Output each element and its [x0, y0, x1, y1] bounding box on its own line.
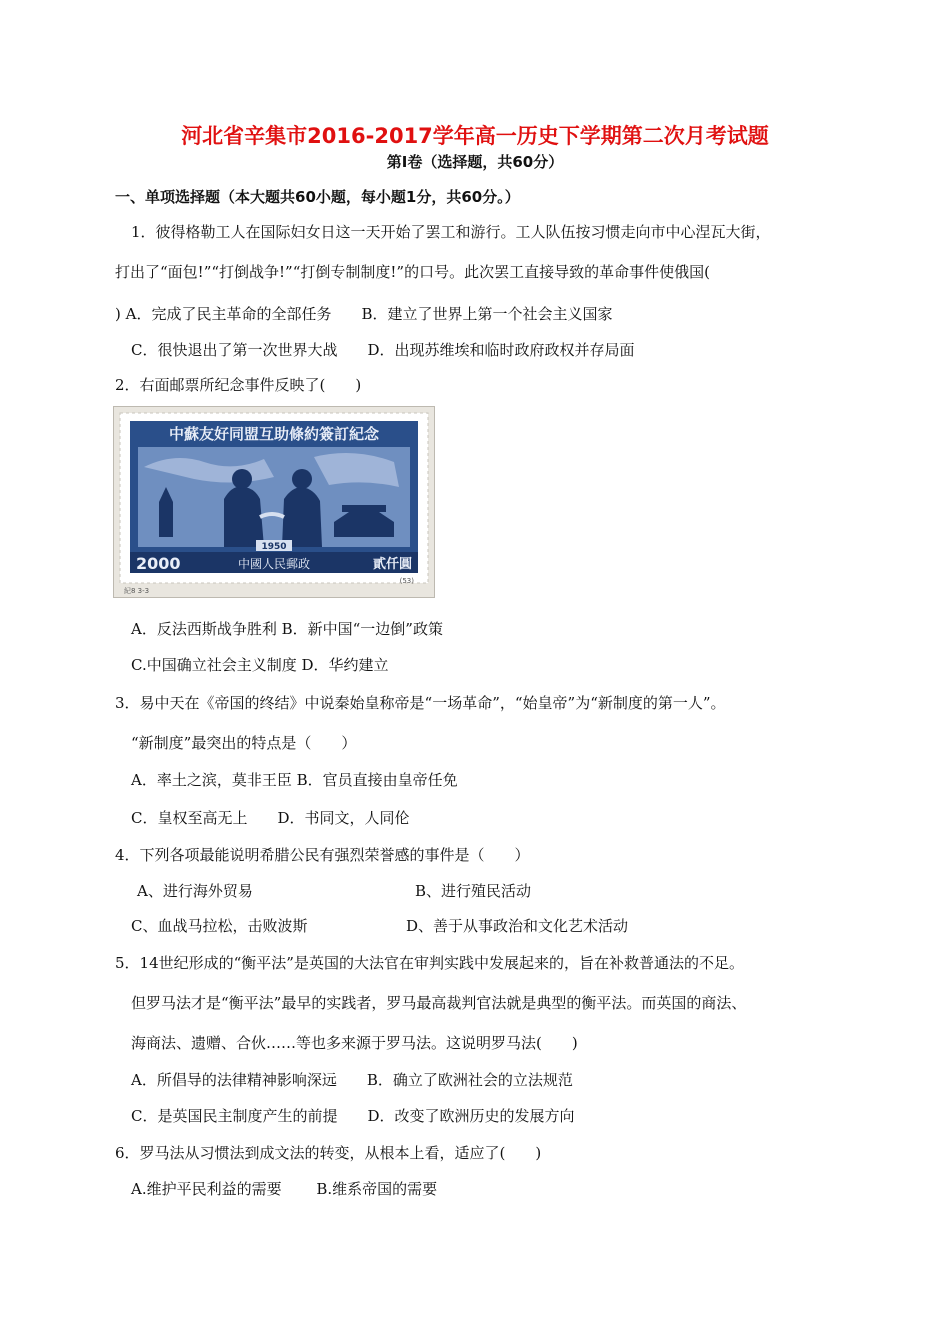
q5-line3: 海商法、遗赠、合伙……等也多来源于罗马法。这说明罗马法( ) — [131, 1034, 578, 1052]
q4-option-d: D、善于从事政治和文化艺术活动 — [406, 917, 629, 935]
stamp-issuer: 中國人民郵政 — [237, 557, 311, 571]
q4-option-c: C、血战马拉松，击败波斯 — [131, 917, 308, 935]
q2-options-cd: C.中国确立社会主义制度 D．华约建立 — [131, 656, 389, 674]
q1-line3: ) A．完成了民主革命的全部任务 B．建立了世界上第一个社会主义国家 — [115, 305, 613, 323]
q2-options-ab: A．反法西斯战争胜利 B．新中国“一边倒”政策 — [131, 620, 443, 638]
q5-line1: 5．14世纪形成的“衡平法”是英国的大法官在审判实践中发展起来的，旨在补救普通法的不足。 — [115, 954, 744, 972]
stamp-image — [113, 406, 435, 598]
stamp-top-text: 中蘇友好同盟互助條約簽訂紀念 — [168, 425, 380, 443]
q3-options-cd: C．皇权至高无上 D．书同文，人同伦 — [131, 809, 410, 827]
q4-option-a: A、进行海外贸易 — [137, 882, 253, 900]
stamp-year: 1950 — [261, 542, 287, 552]
stamp-serial-left: 紀8 3-3 — [124, 587, 150, 595]
q4-line1: 4．下列各项最能说明希腊公民有强烈荣誉感的事件是（ ） — [115, 846, 530, 864]
q2-line1: 2．右面邮票所纪念事件反映了( ) — [115, 376, 362, 394]
stamp-value-chinese: 貳仟圓 — [372, 557, 412, 572]
q5-options-ab: A．所倡导的法律精神影响深远 B．确立了欧洲社会的立法规范 — [131, 1071, 573, 1089]
section-heading: 一、单项选择题（本大题共60小题，每小题1分，共60分。） — [115, 188, 520, 206]
q3-line1: 3．易中天在《帝国的终结》中说秦始皇称帝是“一场革命”，“始皇帝”为“新制度的第一人”。 — [115, 694, 726, 712]
q1-line4: C．很快退出了第一次世界大战 D．出现苏维埃和临时政府政权并存局面 — [131, 341, 635, 359]
q6-line1: 6．罗马法从习惯法到成文法的转变，从根本上看，适应了( ) — [115, 1144, 542, 1162]
exam-title: 河北省辛集市2016-2017学年高一历史下学期第二次月考试题 — [181, 124, 769, 148]
q3-line2: “新制度”最突出的特点是（ ） — [131, 734, 357, 752]
stamp-denomination: 2000 — [136, 554, 181, 573]
q1-line1: 1．彼得格勒工人在国际妇女日这一天开始了罢工和游行。工人队伍按习惯走向市中心涅瓦大街， — [131, 223, 771, 241]
q5-line2: 但罗马法才是“衡平法”最早的实践者，罗马最高裁判官法就是典型的衡平法。而英国的商法、 — [131, 994, 747, 1012]
q6-options-ab: A.维护平民利益的需要 B.维系帝国的需要 — [131, 1180, 438, 1198]
q5-options-cd: C．是英国民主制度产生的前提 D．改变了欧洲历史的发展方向 — [131, 1107, 575, 1125]
exam-subtitle: 第Ⅰ卷（选择题，共60分） — [386, 153, 564, 171]
q4-option-b: B、进行殖民活动 — [415, 882, 532, 900]
stamp-serial-right: (53) — [399, 577, 414, 585]
q3-options-ab: A．率土之滨，莫非王臣 B．官员直接由皇帝任免 — [131, 771, 458, 789]
q1-line2: 打出了“面包!”“打倒战争!”“打倒专制制度!”的口号。此次罢工直接导致的革命事件使俄国( — [115, 263, 710, 281]
